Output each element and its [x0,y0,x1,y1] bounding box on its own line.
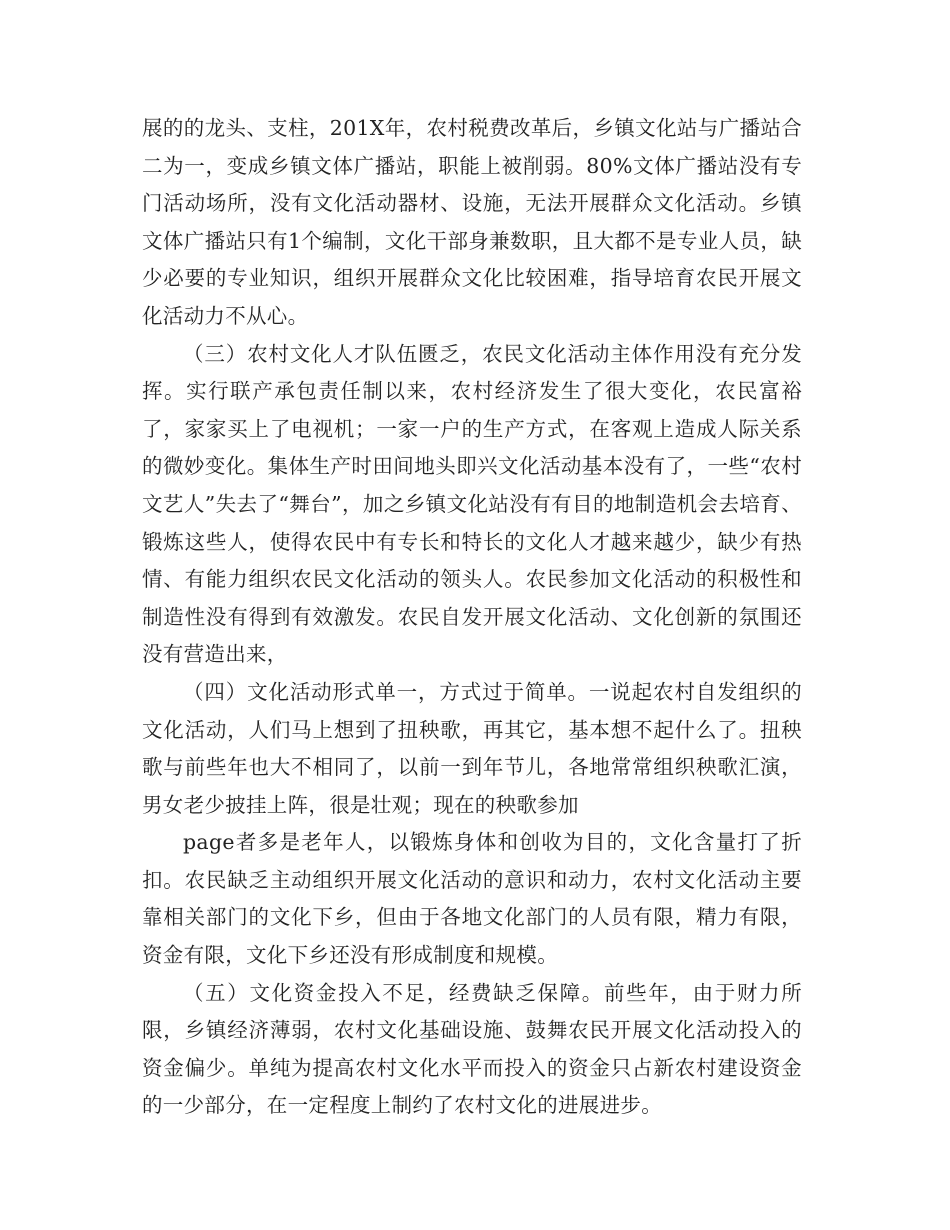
paragraph-4: page者多是老年人，以锻炼身体和创收为目的，文化含量打了折扣。农民缺乏主动组织开展文化活动的意识和动力，农村文化活动主要靠相关部门的文化下乡，但由于各地文化部门的人员有限，精力有限，资金有限，文化下乡还没有形成制度和规模。 [142,830,802,968]
paragraph-2: （三）农村文化人才队伍匮乏，农民文化活动主体作用没有充分发挥。实行联产承包责任制以来，农村经济发生了很大变化，农民富裕了，家家买上了电视机；一家一户的生产方式，在客观上造成人际关系的微妙变化。集体生产时田间地头即兴文化活动基本没有了，一些“农村文艺人”失去了“舞台”，加之乡镇文化站没有有目的地制造机会去培育、锻炼这些人，使得农民中有专长和特长的文化人才越来越少，缺少有热情、有能力组织农民文化活动的领头人。农民参加文化活动的积极性和制造性没有得到有效激发。农民自发开展文化活动、文化创新的氛围还没有营造出来， [142,341,802,667]
paragraph-3: （四）文化活动形式单一，方式过于简单。一说起农村自发组织的文化活动，人们马上想到了扭秧歌，再其它，基本想不起什么了。扭秧歌与前些年也大不相同了，以前一到年节儿，各地常常组织秧歌汇演，男女老少披挂上阵，很是壮观；现在的秧歌参加 [142,679,802,817]
document-body [142,110,802,1125]
paragraph-5: （五）文化资金投入不足，经费缺乏保障。前些年，由于财力所限，乡镇经济薄弱，农村文化基础设施、鼓舞农民开展文化活动投入的资金偏少。单纯为提高农村文化水平而投入的资金只占新农村建设资金的一少部分，在一定程度上制约了农村文化的进展进步。 [142,980,802,1118]
paragraph-1: 展的的龙头、支柱，201X年，农村税费改革后，乡镇文化站与广播站合二为一，变成乡镇文体广播站，职能上被削弱。80%文体广播站没有专门活动场所，没有文化活动器材、设施，无法开展群众文化活动。乡镇文体广播站只有1个编制，文化干部身兼数职，且大都不是专业人员，缺少必要的专业知识，组织开展群众文化比较困难，指导培育农民开展文化活动力不从心。 [142,116,802,328]
